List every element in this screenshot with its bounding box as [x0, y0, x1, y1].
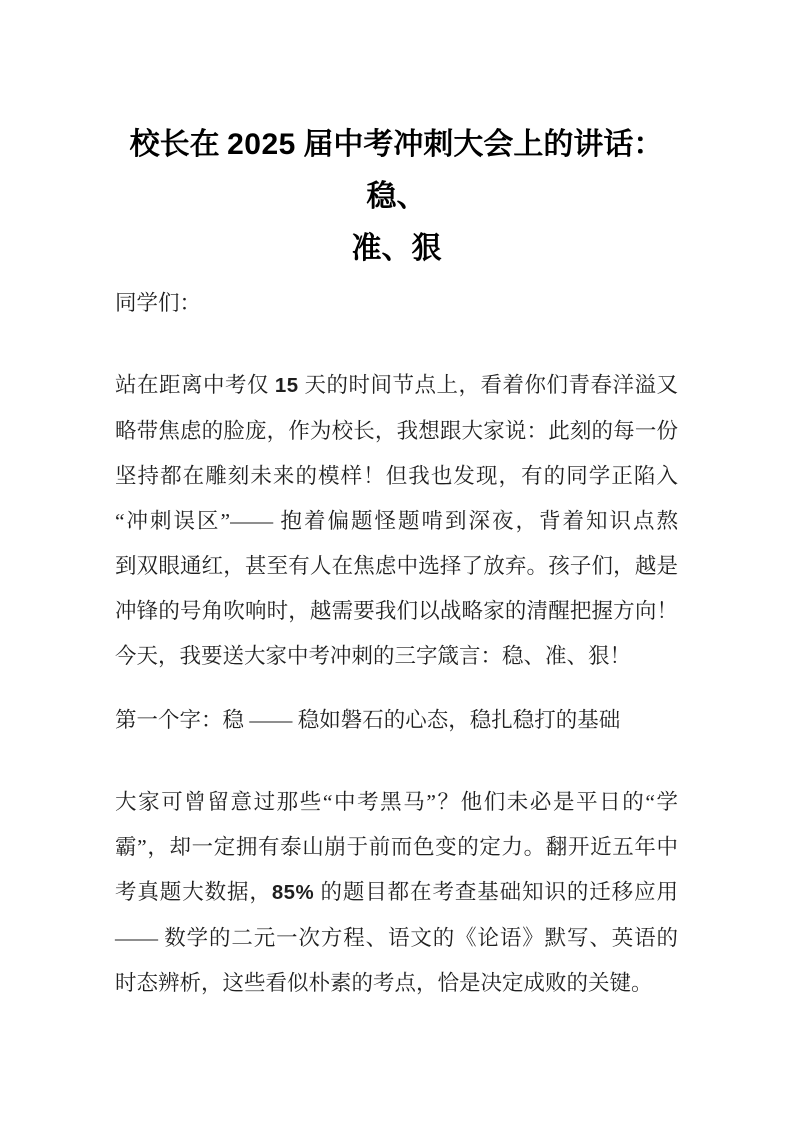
section-paragraph	[115, 780, 678, 1006]
salutation-paragraph: 同学们：	[115, 291, 202, 315]
text-line: —— 数学的二元一次方程、语文的《论语》默写、英语的	[115, 926, 678, 950]
text-line: 到双眼通红，甚至有人在焦虑中选择了放弃。孩子们，越是	[115, 554, 678, 578]
text-line: 站在距离中考仅 15 天的时间节点上，看着你们青春洋溢又	[115, 373, 678, 397]
text-line: 时态辨析，这些看似朴素的考点，恰是决定成败的关键。	[115, 971, 653, 995]
text-line: 今天，我要送大家中考冲刺的三字箴言：稳、准、狠！	[115, 644, 632, 668]
text-line: 略带焦虑的脸庞，作为校长，我想跟大家说：此刻的每一份	[115, 419, 678, 443]
text-line: 大家可曾留意过那些“中考黑马”？他们未必是平日的“学	[115, 790, 678, 814]
text-line: 考真题大数据，85% 的题目都在考查基础知识的迁移应用	[115, 880, 678, 904]
text-line: 坚持都在雕刻未来的模样！但我也发现，有的同学正陷入	[115, 464, 678, 488]
intro-paragraph	[115, 363, 678, 679]
text-line: 冲锋的号角吹响时，越需要我们以战略家的清醒把握方向！	[115, 599, 678, 623]
document-title	[115, 119, 678, 275]
section-heading: 第一个字：稳 —— 稳如磐石的心态，稳扎稳打的基础	[115, 708, 621, 732]
title-line-1: 校长在 2025 届中考冲刺大会上的讲话：稳、	[129, 128, 664, 213]
text-line: “冲刺误区”—— 抱着偏题怪题啃到深夜，背着知识点熬	[115, 509, 678, 533]
text-line: 霸”，却一定拥有泰山崩于前而色变的定力。翻开近五年中	[115, 835, 678, 859]
title-line-2: 准、狠	[351, 232, 442, 265]
